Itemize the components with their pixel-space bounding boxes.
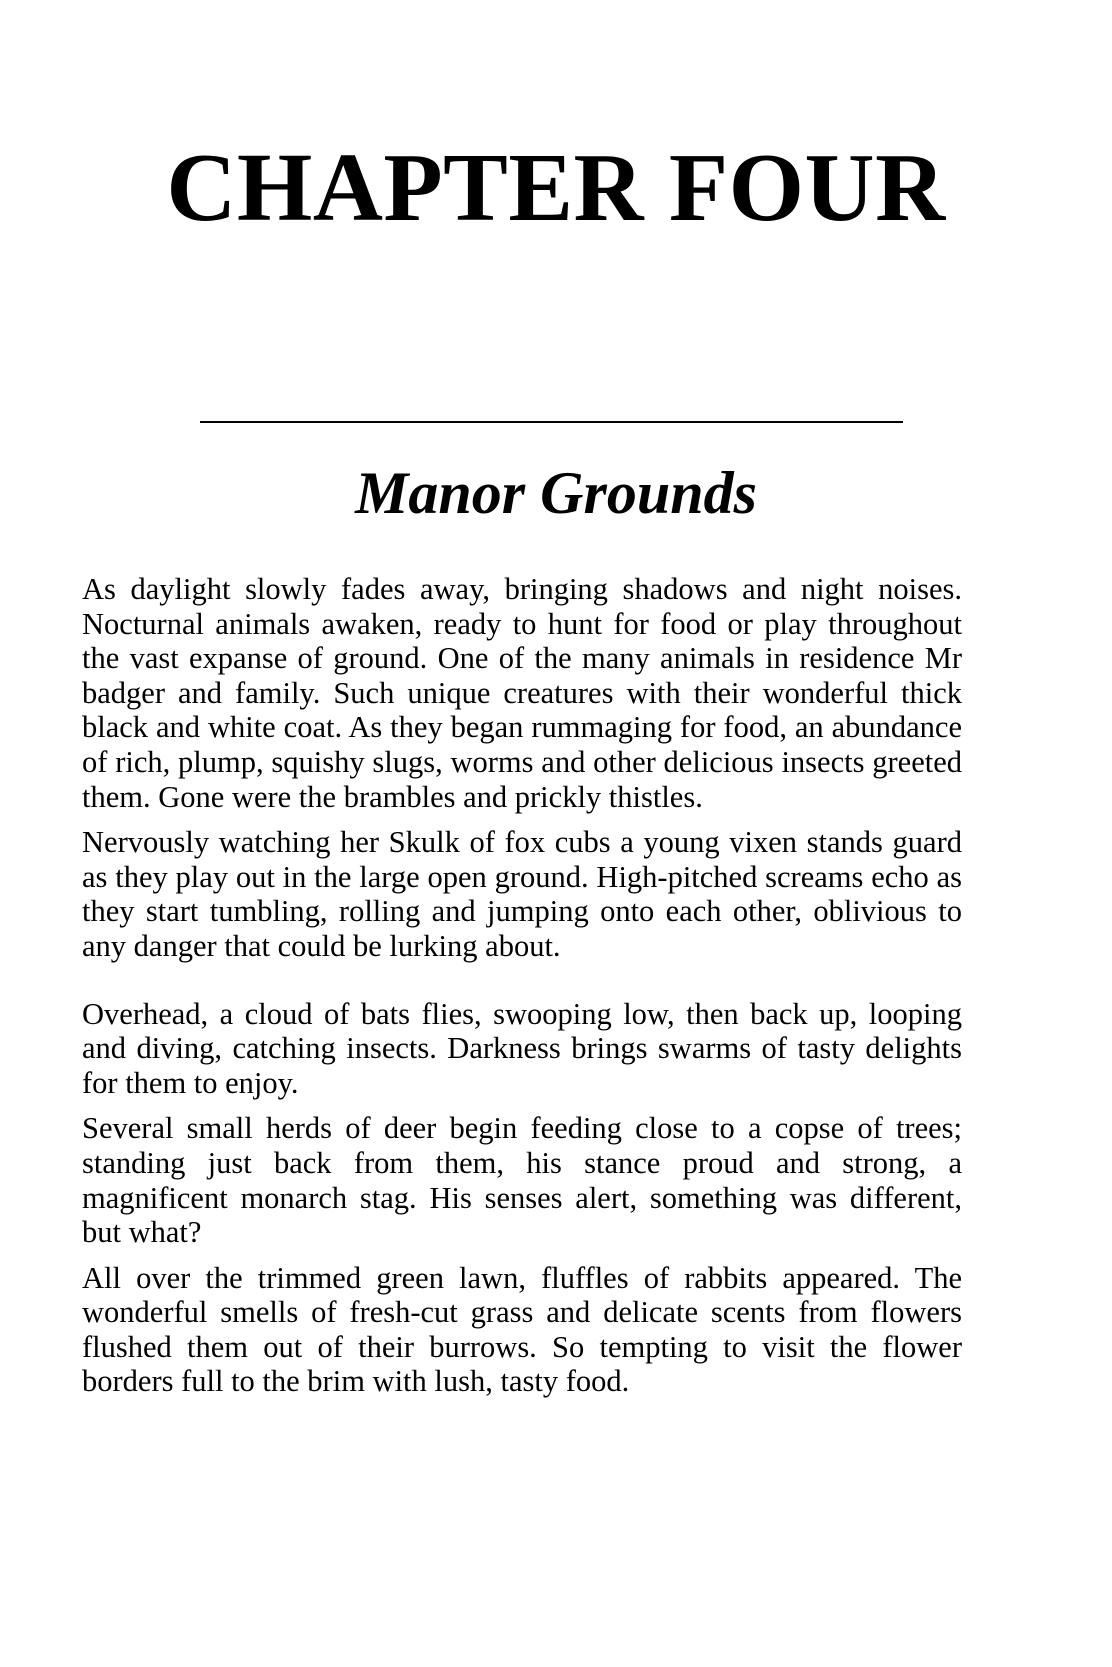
paragraph-1: As daylight slowly fades away, bringing shadows and night noises. Nocturnal animals awaken, ready to hunt for food or play throughout the vast expanse of ground. One of the many animals in residence Mr badger and family. Such unique creatures with their wonderful thick black and white coat. As they began rummaging for food, an abundance of rich, plump, squishy slugs, worms and other delicious insects greeted them. Gone were the brambles and prickly thistles. — [82, 572, 962, 814]
title-divider — [200, 421, 903, 423]
paragraph-5: All over the trimmed green lawn, fluffles of rabbits appeared. The wonderful smells of fresh-cut grass and delicate scents from flowers flushed them out of their burrows. So tempting to visit the flower borders full to the brim with lush, tasty food. — [82, 1260, 962, 1399]
chapter-title: CHAPTER FOUR — [166, 134, 946, 241]
chapter-subtitle: Manor Grounds — [355, 460, 757, 526]
paragraph-3: Overhead, a cloud of bats flies, swooping low, then back up, looping and diving, catching insects. Darkness brings swarms of tasty delights for them to enjoy. — [82, 996, 962, 1100]
body-text-block — [82, 572, 962, 1399]
paragraph-4: Several small herds of deer begin feeding close to a copse of trees; standing just back from them, his stance proud and strong, a magnificent monarch stag. His senses alert, something was different, but what? — [82, 1111, 962, 1250]
paragraph-2: Nervously watching her Skulk of fox cubs a young vixen stands guard as they play out in the large open ground. High-pitched screams echo as they start tumbling, rolling and jumping onto each other, oblivious to any danger that could be lurking about. — [82, 825, 962, 963]
